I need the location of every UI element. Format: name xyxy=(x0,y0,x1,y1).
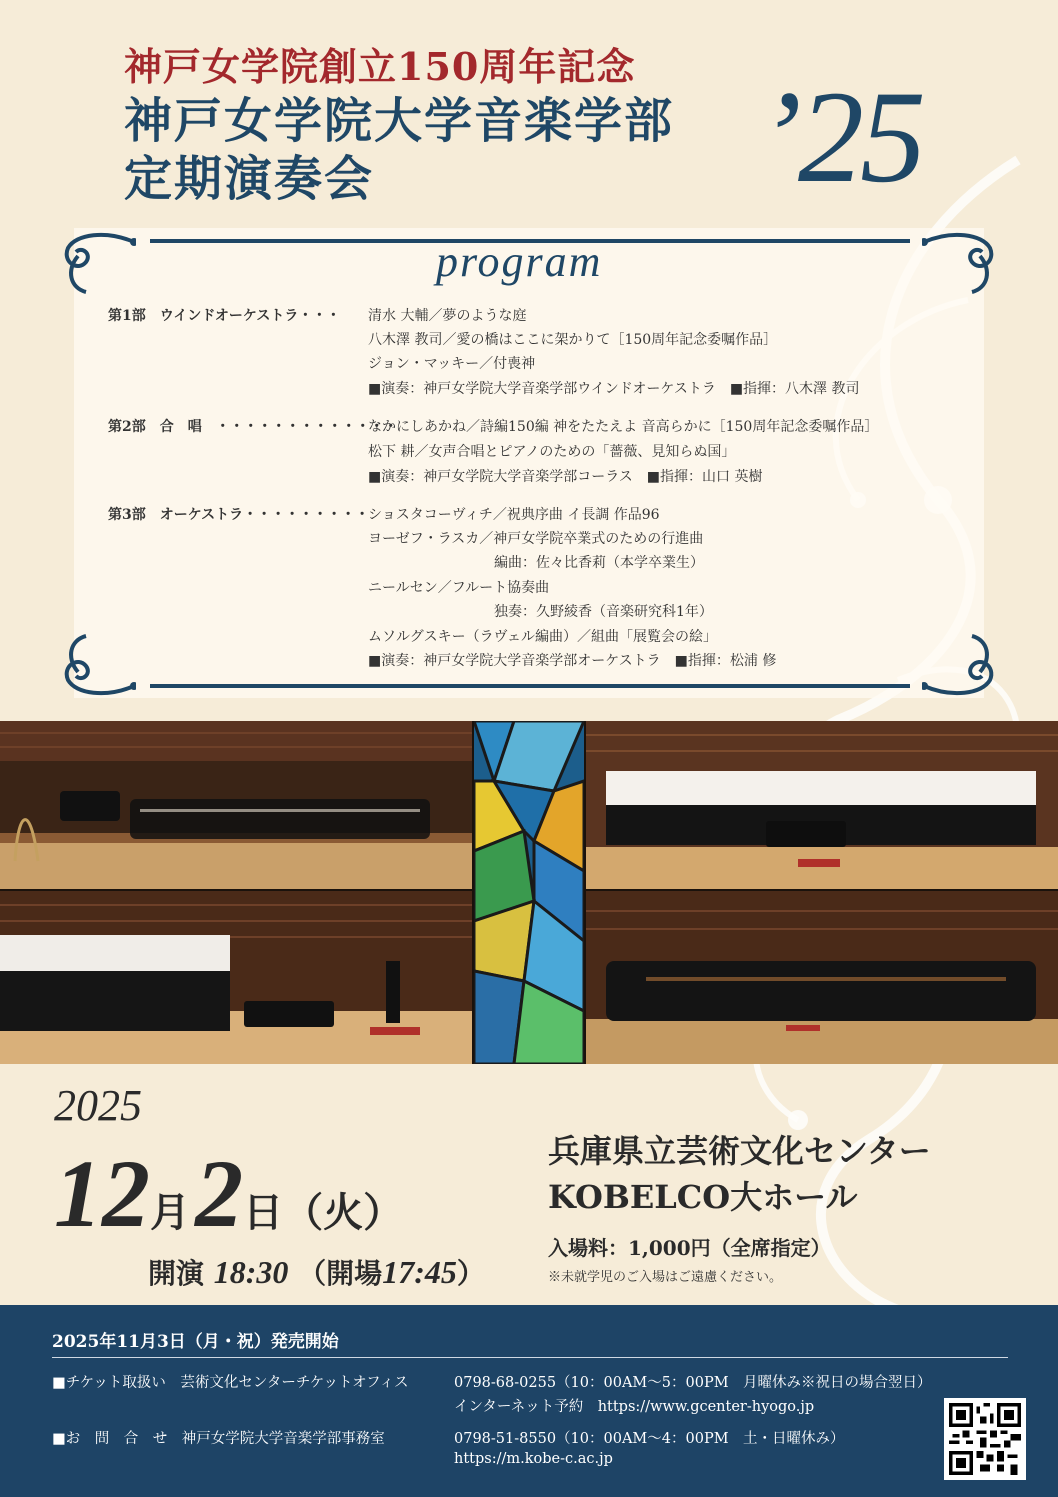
year-mark: ’25 xyxy=(758,63,922,210)
program-part-label: 第2部 合 唱 ・・・・・・・・・・・・・ xyxy=(108,419,398,435)
program-item: ジョン・マッキー／付喪神 xyxy=(368,356,536,372)
program-item: 八木澤 教司／愛の橋はここに架かりて［150周年記念委嘱作品］ xyxy=(368,332,778,348)
sale-start: 2025年11月3日（月・祝）発売開始 xyxy=(52,1332,339,1352)
event-month-unit: 月 xyxy=(150,1189,190,1236)
admission-note: ※未就学児のご入場はご遠慮ください。 xyxy=(548,1270,783,1285)
program-performer: ■演奏：神戸女学院大学音楽学部ウインドオーケストラ ■指揮：八木澤 教司 xyxy=(368,381,860,397)
anniversary-heading: 神戸女学院創立150周年記念 xyxy=(124,44,636,89)
photo-chorus-piano xyxy=(0,891,472,1064)
start-label: 開演 xyxy=(148,1257,205,1290)
program-rule-bottom xyxy=(150,684,910,688)
photo-chorus xyxy=(586,721,1058,889)
program-part-label: 第1部 ウインドオーケストラ・・・ xyxy=(108,308,341,324)
scroll-ornament-icon xyxy=(56,632,136,702)
start-time xyxy=(148,1252,485,1292)
program-item: 独奏：久野綾香（音楽研究科1年） xyxy=(368,604,713,620)
scroll-ornament-icon xyxy=(922,226,1002,296)
footer xyxy=(0,1305,1058,1497)
event-day-number: 2 xyxy=(195,1140,244,1247)
program-item: ショスタコーヴィチ／祝典序曲 イ長調 作品96 xyxy=(368,507,660,523)
doors-label: （開場 xyxy=(298,1257,383,1290)
qr-code-icon[interactable] xyxy=(944,1398,1026,1480)
concert-title xyxy=(124,92,674,208)
start-time-value: 18:30 xyxy=(213,1254,289,1290)
program-performer: ■演奏：神戸女学院大学音楽学部オーケストラ ■指揮：松浦 修 xyxy=(368,653,777,669)
ticket-phone: 0798-68-0255（10：00AM～5：00PM 月曜休み※祝日の場合翌日） xyxy=(454,1375,932,1391)
photo-collage xyxy=(0,721,1058,1064)
ticket-label: ■チケット取扱い 芸術文化センターチケットオフィス xyxy=(52,1375,409,1391)
program-item: ヨーゼフ・ラスカ／神戸女学院卒業式のための行進曲 xyxy=(368,531,704,547)
event-year: 2025 xyxy=(54,1081,142,1130)
event-date xyxy=(54,1138,403,1249)
ticket-web-link[interactable]: インターネット予約 https://www.gcenter-hyogo.jp xyxy=(454,1399,815,1415)
scroll-ornament-icon xyxy=(56,226,136,296)
photo-orchestra xyxy=(586,891,1058,1064)
contact-phone: 0798-51-8550（10：00AM～4：00PM 土・日曜休み） xyxy=(454,1431,845,1447)
concert-title-line1: 神戸女学院大学音楽学部 xyxy=(124,93,675,149)
doors-close: ） xyxy=(456,1257,485,1290)
footer-rule xyxy=(52,1357,1008,1358)
program-item: 編曲：佐々比香莉（本学卒業生） xyxy=(368,555,704,571)
program-item: 清水 大輔／夢のような庭 xyxy=(368,308,527,324)
event-weekday: （火） xyxy=(283,1189,404,1236)
photo-wind-orchestra xyxy=(0,721,472,889)
doors-time-value: 17:45 xyxy=(382,1254,457,1290)
event-month-number: 12 xyxy=(54,1140,150,1247)
concert-title-line2: 定期演奏会 xyxy=(124,151,375,207)
program-heading: program xyxy=(436,237,603,286)
program-part-label: 第3部 オーケストラ・・・・・・・・・ xyxy=(108,507,370,523)
program-item: 松下 耕／女声合唱とピアノのための「薔薇、見知らぬ国」 xyxy=(368,444,736,460)
venue-hall: KOBELCO大ホール xyxy=(548,1178,858,1216)
venue xyxy=(548,1128,931,1220)
program-item: ムソルグスキー（ラヴェル編曲）／組曲「展覧会の絵」 xyxy=(368,629,718,645)
scroll-ornament-icon xyxy=(922,632,1002,702)
event-day-unit: 日 xyxy=(243,1189,284,1236)
contact-web-link[interactable]: https://m.kobe-c.ac.jp xyxy=(454,1451,613,1467)
venue-name: 兵庫県立芸術文化センター xyxy=(548,1132,931,1170)
admission-price: 入場料：1,000円（全席指定） xyxy=(548,1236,831,1260)
contact-label: ■お 問 合 せ 神戸女学院大学音楽学部事務室 xyxy=(52,1431,385,1447)
program-item: なかにしあかね／詩編150編 神をたたえよ 音高らかに［150周年記念委嘱作品］ xyxy=(368,419,879,435)
program-item: ニールセン／フルート協奏曲 xyxy=(368,580,550,596)
photo-stained-glass xyxy=(474,721,584,1064)
program-performer: ■演奏：神戸女学院大学音楽学部コーラス ■指揮：山口 英樹 xyxy=(368,469,763,485)
